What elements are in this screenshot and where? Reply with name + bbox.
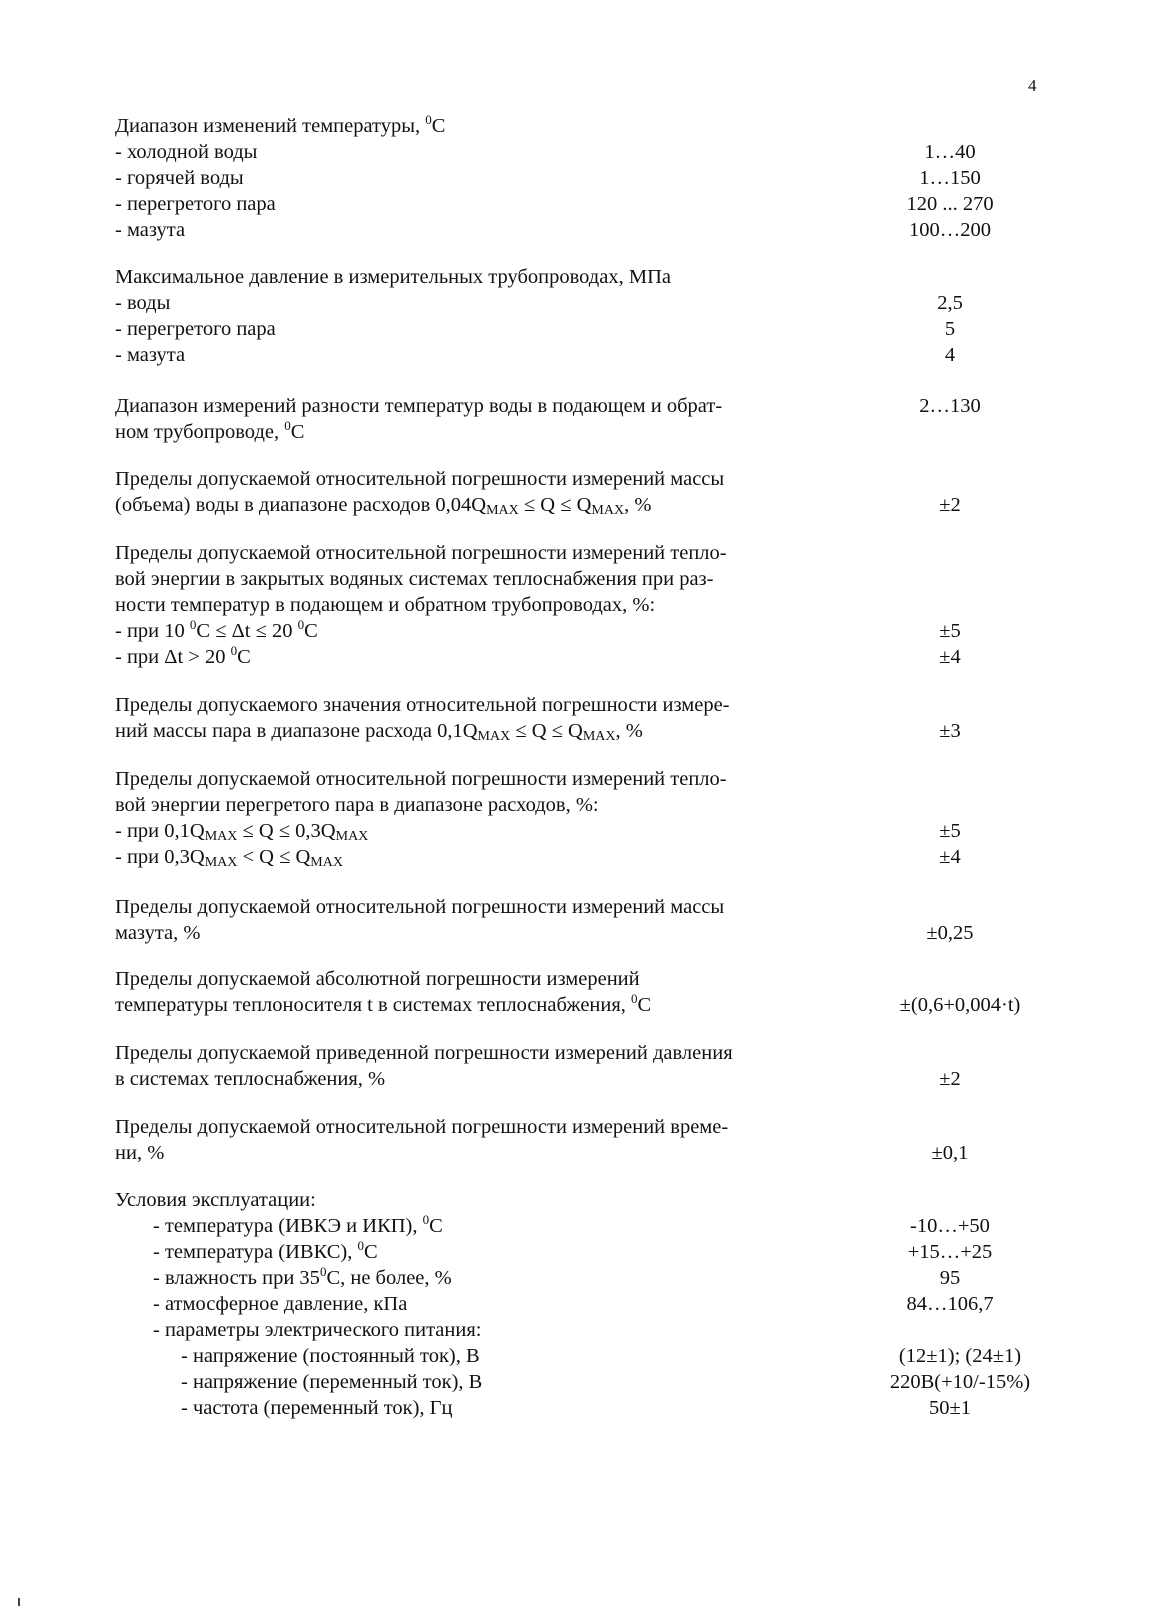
page-number: 4 xyxy=(1028,76,1037,95)
scan-artifact xyxy=(18,1598,20,1606)
